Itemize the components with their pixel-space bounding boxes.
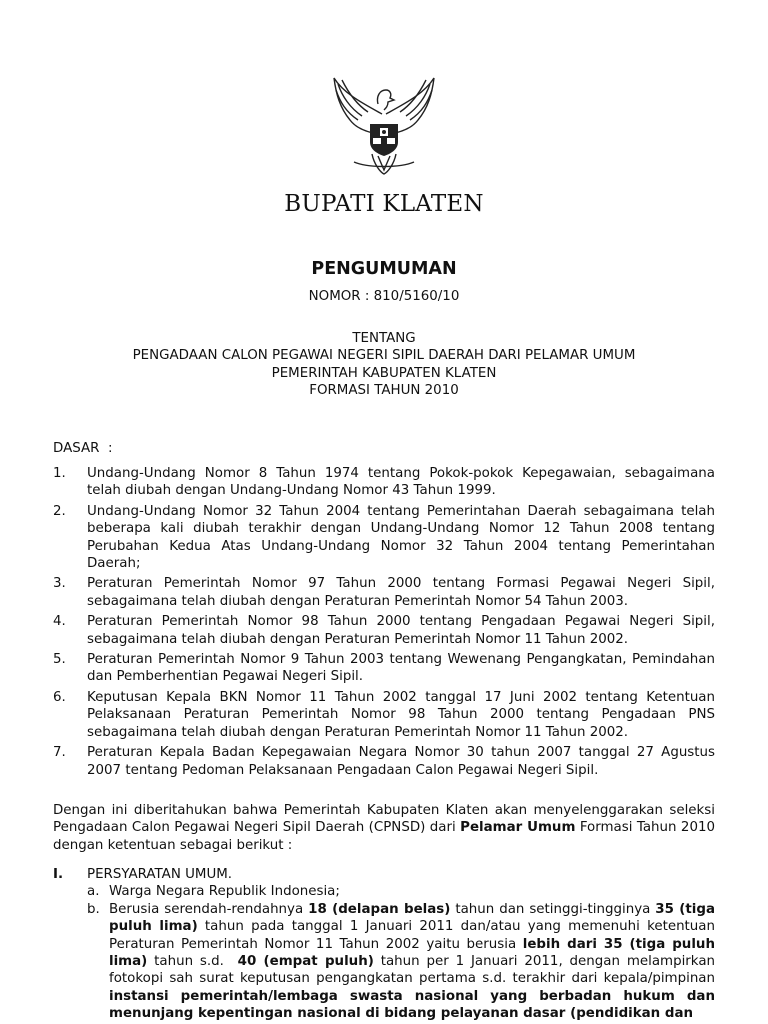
list-item xyxy=(53,503,715,573)
text-run: tahun per 1 Januari 2011, dengan melampirkan fotokopi sah surat keputusan pengangkatan pertama s.d. terakhir dari kepala/pimpinan xyxy=(109,954,716,987)
about-line-1: PENGADAAN CALON PEGAWAI NEGERI SIPIL DAERAH DARI PELAMAR UMUM xyxy=(132,348,636,364)
intro-paragraph xyxy=(53,802,715,854)
text-run: tahun dan setinggi-tingginya xyxy=(450,901,656,917)
document-number: NOMOR : 810/5160/10 xyxy=(308,289,460,304)
bold-run: lebih dari 35 (tiga puluh lima) xyxy=(109,936,715,970)
list-item-number: 1. xyxy=(53,466,66,481)
list-item-text: Peraturan Kepala Badan Kepegawaian Negara Nomor 30 tahun 2007 tanggal 27 Agustus 2007 tentang Pedoman Pelaksanaan Pengadaan Calon Pegawai Negeri Sipil. xyxy=(87,745,715,778)
list-item-number: 6. xyxy=(53,689,66,705)
text-run: tahun s.d. xyxy=(147,954,238,970)
list-item-text: Undang-Undang Nomor 8 Tahun 1974 tentang Pokok-pokok Kepegawaian, sebagaimana telah diubah dengan Undang-Undang Nomor 43 Tahun 1999. xyxy=(87,466,715,499)
requirement-item-a xyxy=(53,883,715,900)
section-general-requirements xyxy=(53,866,715,1023)
bold-run: 35 (tiga puluh lima) xyxy=(109,901,716,935)
list-item-number: 7. xyxy=(53,745,66,761)
text-run: tahun pada tanggal 1 Januari 2011 dan/atau yang memenuhi ketentuan Peraturan Pemerintah Nomor 11 Tahun 2002 yaitu berusia xyxy=(109,919,715,952)
list-item-number: 2. xyxy=(53,503,66,519)
about-label: TENTANG xyxy=(352,331,416,346)
intro-text-2: Formasi Tahun 2010 dengan ketentuan sebagai berikut : xyxy=(53,820,716,853)
document-type: PENGUMUMAN xyxy=(311,259,457,279)
legal-basis-heading: DASAR : xyxy=(53,441,113,456)
list-item xyxy=(53,465,715,500)
list-item-text: Keputusan Kepala BKN Nomor 11 Tahun 2002 tanggal 17 Juni 2002 tentang Ketentuan Pelaksanaan Peraturan Pemerintah Nomor 98 Tahun 2000 tentang Pengadaan PNS sebagaimana telah diubah dengan Peraturan Pemerintah Nomor 11 Tahun 2002. xyxy=(87,689,715,740)
bold-run: instansi pemerintah/lembaga swasta nasional yang berbadan hukum dan menunjang kepentingan nasional di bidang pelayanan dasar (pendidikan dan xyxy=(109,988,715,1022)
requirement-text: Warga Negara Republik Indonesia; xyxy=(109,884,340,900)
legal-basis-list xyxy=(53,465,715,782)
list-item xyxy=(53,689,715,741)
section-heading xyxy=(53,866,715,883)
garuda-emblem-icon xyxy=(324,74,444,178)
list-item xyxy=(53,744,715,779)
about-line-2: PEMERINTAH KABUPATEN KLATEN xyxy=(271,365,497,381)
list-item xyxy=(53,651,715,686)
list-item xyxy=(53,575,715,610)
list-item-number: 5. xyxy=(53,652,66,668)
intro-bold-text: Pelamar Umum xyxy=(460,820,576,836)
requirement-letter: b. xyxy=(87,901,100,917)
list-item-text: Peraturan Pemerintah Nomor 98 Tahun 2000 tentang Pengadaan Pegawai Negeri Sipil, sebagaimana telah diubah dengan Peraturan Pemerintah Nomor 11 Tahun 2002. xyxy=(87,614,715,647)
bold-run: 40 (empat puluh) xyxy=(237,954,374,970)
about-line-3: FORMASI TAHUN 2010 xyxy=(309,383,459,399)
section-title: PERSYARATAN UMUM. xyxy=(87,867,233,882)
list-item-number: 3. xyxy=(53,576,66,592)
issuing-authority: BUPATI KLATEN xyxy=(284,191,484,217)
requirement-item-b xyxy=(53,901,715,1023)
section-number: I. xyxy=(53,867,64,882)
list-item-number: 4. xyxy=(53,614,66,630)
list-item-text: Peraturan Pemerintah Nomor 9 Tahun 2003 tentang Wewenang Pengangkatan, Pemindahan dan Pemberhentian Pegawai Negeri Sipil. xyxy=(87,652,715,685)
list-item xyxy=(53,613,715,648)
list-item-text: Peraturan Pemerintah Nomor 97 Tahun 2000 tentang Formasi Pegawai Negeri Sipil, sebagaimana telah diubah dengan Peraturan Pemerintah Nomor 54 Tahun 2003. xyxy=(87,576,715,609)
list-item-text: Undang-Undang Nomor 32 Tahun 2004 tentang Pemerintahan Daerah sebagaimana telah beberapa kali diubah terakhir dengan Undang-Undang Nomor 12 Tahun 2008 tentang Perubahan Kedua Atas Undang-Undang Nomor 32 Tahun 2004 tentang Pemerintahan Daerah; xyxy=(87,503,715,572)
bold-run: 18 (delapan belas) xyxy=(308,901,451,917)
text-run: Berusia serendah-rendahnya xyxy=(109,901,309,917)
about-block xyxy=(0,330,768,400)
requirement-letter: a. xyxy=(87,884,100,900)
intro-text-1: Dengan ini diberitahukan bahwa Pemerintah Kabupaten Klaten akan menyelenggarakan seleksi Pengadaan Calon Pegawai Negeri Sipil Daerah (CPNSD) dari xyxy=(53,803,715,836)
requirement-text xyxy=(109,902,715,1021)
